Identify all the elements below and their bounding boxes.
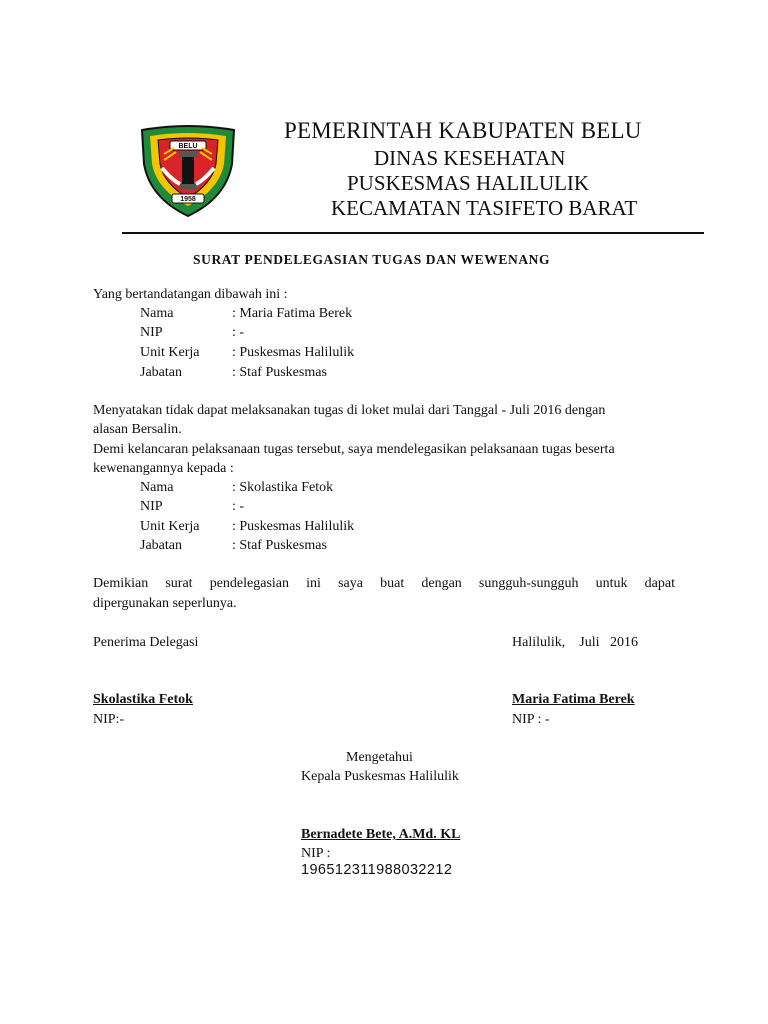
delegator-position-label: Jabatan [140, 365, 182, 380]
statement-line-1: Menyatakan tidak dapat melaksanakan tugas di loket mulai dari Tanggal - Juli 2016 dengan [93, 403, 606, 418]
head-name: Bernadete Bete, A.Md. KL [301, 827, 461, 842]
receiver-name: Skolastika Fetok [93, 692, 193, 707]
delegator-nip-value: : - [232, 325, 245, 340]
delegate-nip-label: NIP [140, 499, 163, 514]
header-district: KECAMATAN TASIFETO BARAT [331, 196, 638, 220]
header-government: PEMERINTAH KABUPATEN BELU [284, 118, 642, 143]
acknowledged-label: Mengetahui [346, 750, 413, 765]
document-title: SURAT PENDELEGASIAN TUGAS DAN WEWENANG [193, 252, 551, 267]
giver-name: Maria Fatima Berek [512, 692, 635, 707]
header-divider [122, 232, 704, 234]
delegate-name-label: Nama [140, 480, 174, 495]
delegate-position-label: Jabatan [140, 538, 182, 553]
head-title: Kepala Puskesmas Halilulik [301, 769, 459, 784]
delegate-nip-value: : - [232, 499, 245, 514]
statement-line-3: Demi kelancaran pelaksanaan tugas tersebut, saya mendelegasikan pelaksanaan tugas beserta [93, 442, 615, 457]
delegator-nip-label: NIP [140, 325, 163, 340]
delegator-unit-value: : Puskesmas Halilulik [232, 345, 355, 360]
intro-text: Yang bertandatangan dibawah ini : [93, 287, 288, 302]
receiver-label: Penerima Delegasi [93, 635, 199, 650]
giver-nip: NIP : - [512, 712, 550, 727]
delegate-unit-label: Unit Kerja [140, 519, 200, 534]
delegate-unit-value: : Puskesmas Halilulik [232, 519, 355, 534]
delegate-position-value: : Staf Puskesmas [232, 538, 327, 553]
belu-regency-logo [136, 124, 240, 218]
delegator-name-label: Nama [140, 306, 174, 321]
header-department: DINAS KESEHATAN [374, 146, 566, 170]
statement-line-2: alasan Bersalin. [93, 422, 182, 437]
closing-line-1: Demikian surat pendelegasian ini saya buat dengan sungguh-sungguh untuk dapat [93, 576, 675, 591]
delegator-position-value: : Staf Puskesmas [232, 365, 327, 380]
closing-line-2: dipergunakan seperlunya. [93, 596, 237, 611]
place-date: Halilulik, Juli 2016 [512, 635, 638, 650]
head-nip-label: NIP : [301, 846, 331, 861]
logo-banner-text: BELU [178, 143, 198, 150]
delegator-unit-label: Unit Kerja [140, 345, 200, 360]
delegator-name-value: : Maria Fatima Berek [232, 306, 353, 321]
statement-line-4: kewenangannya kepada : [93, 461, 234, 476]
receiver-nip: NIP:- [93, 712, 125, 727]
delegate-name-value: : Skolastika Fetok [232, 480, 334, 495]
head-nip-number: 196512311988032212 [301, 862, 453, 878]
logo-year-text: 1958 [180, 196, 196, 203]
header-puskesmas: PUSKESMAS HALILULIK [347, 171, 590, 195]
